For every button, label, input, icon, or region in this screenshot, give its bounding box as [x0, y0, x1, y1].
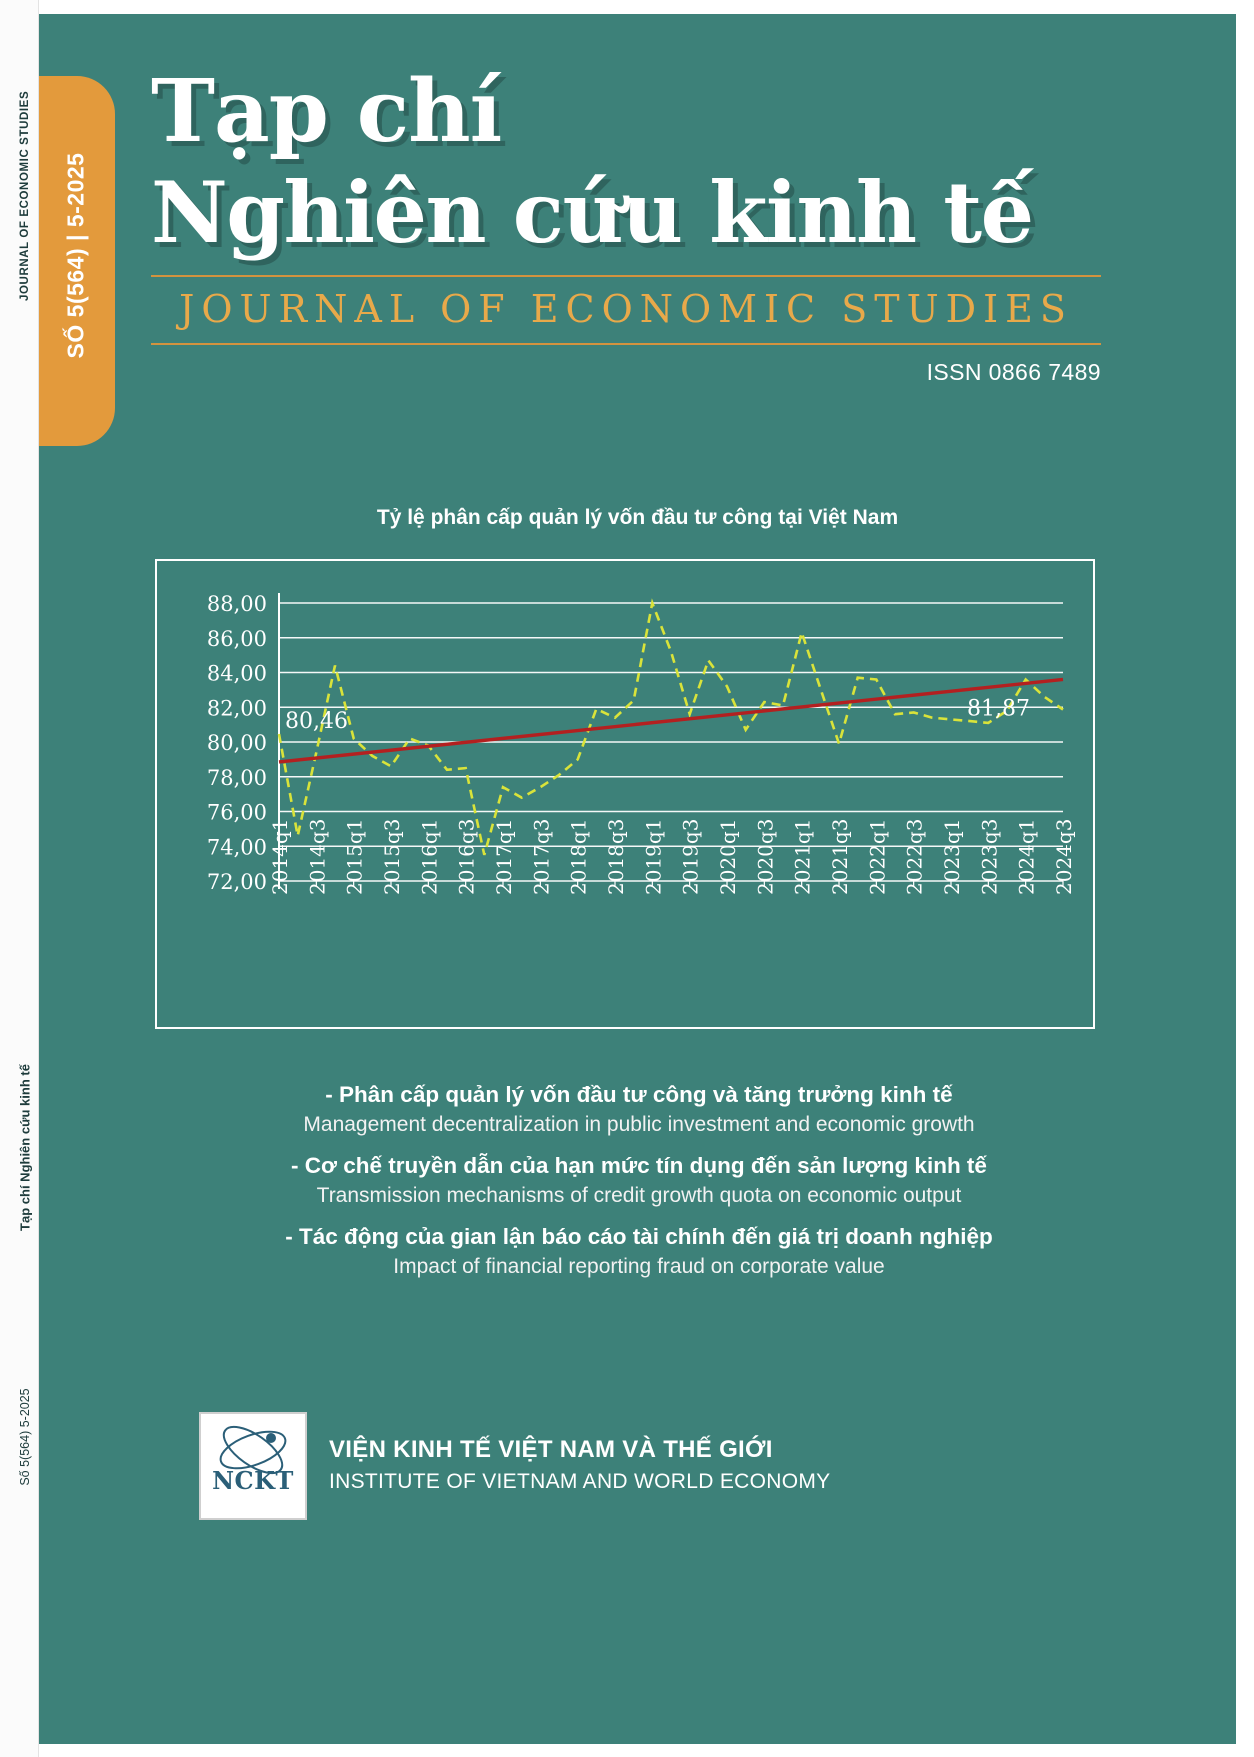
- contents-list: [99, 1066, 1179, 1279]
- contents-item-vi: - Phân cấp quản lý vốn đầu tư công và tăng trưởng kinh tế: [325, 1082, 953, 1107]
- svg-text:2018q1: 2018q1: [566, 818, 591, 895]
- issn-label: ISSN 0866 7489: [926, 359, 1101, 386]
- chart-container: [155, 559, 1095, 1029]
- cover-panel: [39, 14, 1236, 1744]
- svg-text:84,00: 84,00: [206, 661, 267, 686]
- svg-text:2016q3: 2016q3: [454, 818, 479, 895]
- svg-text:2020q3: 2020q3: [753, 818, 778, 895]
- svg-text:78,00: 78,00: [206, 765, 267, 790]
- spine-journal-name: Tạp chí Nghiên cứu kinh tế: [17, 1064, 33, 1231]
- publisher-footer: [199, 1412, 1099, 1522]
- svg-text:2015q1: 2015q1: [342, 818, 367, 895]
- contents-item: [99, 1224, 1179, 1279]
- spine-top-label: JOURNAL OF ECONOMIC STUDIES: [19, 90, 31, 301]
- svg-text:82,00: 82,00: [206, 696, 267, 721]
- svg-text:80,00: 80,00: [206, 731, 267, 755]
- svg-text:2017q3: 2017q3: [529, 818, 554, 895]
- svg-text:88,00: 88,00: [206, 592, 267, 616]
- svg-text:2015q3: 2015q3: [380, 818, 404, 895]
- chart-title: Tỷ lệ phân cấp quản lý vốn đầu tư công tại Việt Nam: [376, 506, 899, 529]
- svg-text:2023q1: 2023q1: [940, 818, 964, 895]
- svg-text:2016q1: 2016q1: [417, 818, 442, 895]
- contents-item-en: Management decentralization in public investment and economic growth: [303, 1113, 975, 1136]
- masthead-divider-bottom: [151, 343, 1101, 345]
- svg-text:2021q1: 2021q1: [790, 818, 815, 895]
- contents-item-vi: - Cơ chế truyền dẫn của hạn mức tín dụng đến sản lượng kinh tế: [291, 1153, 987, 1178]
- svg-text:2022q3: 2022q3: [902, 818, 927, 895]
- title-english: JOURNAL OF ECONOMIC STUDIES: [179, 287, 1073, 332]
- svg-text:72,00: 72,00: [206, 870, 267, 894]
- line-chart: [157, 561, 1093, 1027]
- svg-text:2014q3: 2014q3: [305, 818, 330, 895]
- contents-item-vi: - Tác động của gian lận báo cáo tài chính đến giá trị doanh nghiệp: [285, 1224, 993, 1249]
- svg-text:86,00: 86,00: [206, 626, 267, 651]
- contents-item: [99, 1153, 1179, 1208]
- svg-text:2020q1: 2020q1: [716, 818, 740, 895]
- issue-tab: [39, 76, 115, 446]
- spine-issue-label: Số 5(564) 5-2025: [18, 1388, 32, 1486]
- svg-text:2019q1: 2019q1: [641, 818, 666, 895]
- publisher-logo: [199, 1412, 307, 1520]
- contents-item: [99, 1082, 1179, 1137]
- title-line-2: Nghiên cứu kinh tế: [151, 163, 1033, 262]
- svg-text:2024q3: 2024q3: [1052, 818, 1076, 895]
- contents-item-en: Transmission mechanisms of credit growth quota on economic output: [316, 1184, 962, 1207]
- publisher-name-vi: VIỆN KINH TẾ VIỆT NAM VÀ THẾ GIỚI: [329, 1436, 773, 1463]
- issue-tab-label: SỐ 5(564) | 5-2025: [62, 152, 89, 359]
- svg-text:80,46: 80,46: [285, 709, 348, 735]
- svg-text:2018q3: 2018q3: [604, 818, 628, 895]
- contents-item-en: Impact of financial reporting fraud on corporate value: [393, 1255, 885, 1278]
- svg-text:2017q1: 2017q1: [492, 818, 516, 895]
- svg-text:76,00: 76,00: [206, 800, 267, 825]
- title-line-1: Tạp chí: [151, 61, 502, 162]
- publisher-logo-text: NCKT: [212, 1466, 294, 1495]
- svg-text:2022q1: 2022q1: [865, 818, 890, 895]
- masthead: [151, 61, 1151, 386]
- svg-text:2019q3: 2019q3: [678, 818, 703, 895]
- svg-text:2021q3: 2021q3: [828, 818, 852, 895]
- svg-text:2024q1: 2024q1: [1014, 818, 1039, 895]
- svg-text:74,00: 74,00: [206, 835, 267, 860]
- publisher-name-en: INSTITUTE OF VIETNAM AND WORLD ECONOMY: [329, 1470, 831, 1493]
- masthead-divider-top: [151, 275, 1101, 277]
- svg-text:81,87: 81,87: [967, 696, 1030, 722]
- spine-strip: [0, 0, 39, 1757]
- svg-text:2023q3: 2023q3: [977, 818, 1002, 895]
- svg-text:2014q1: 2014q1: [268, 818, 292, 895]
- spine-bottom-label: [18, 1033, 33, 1263]
